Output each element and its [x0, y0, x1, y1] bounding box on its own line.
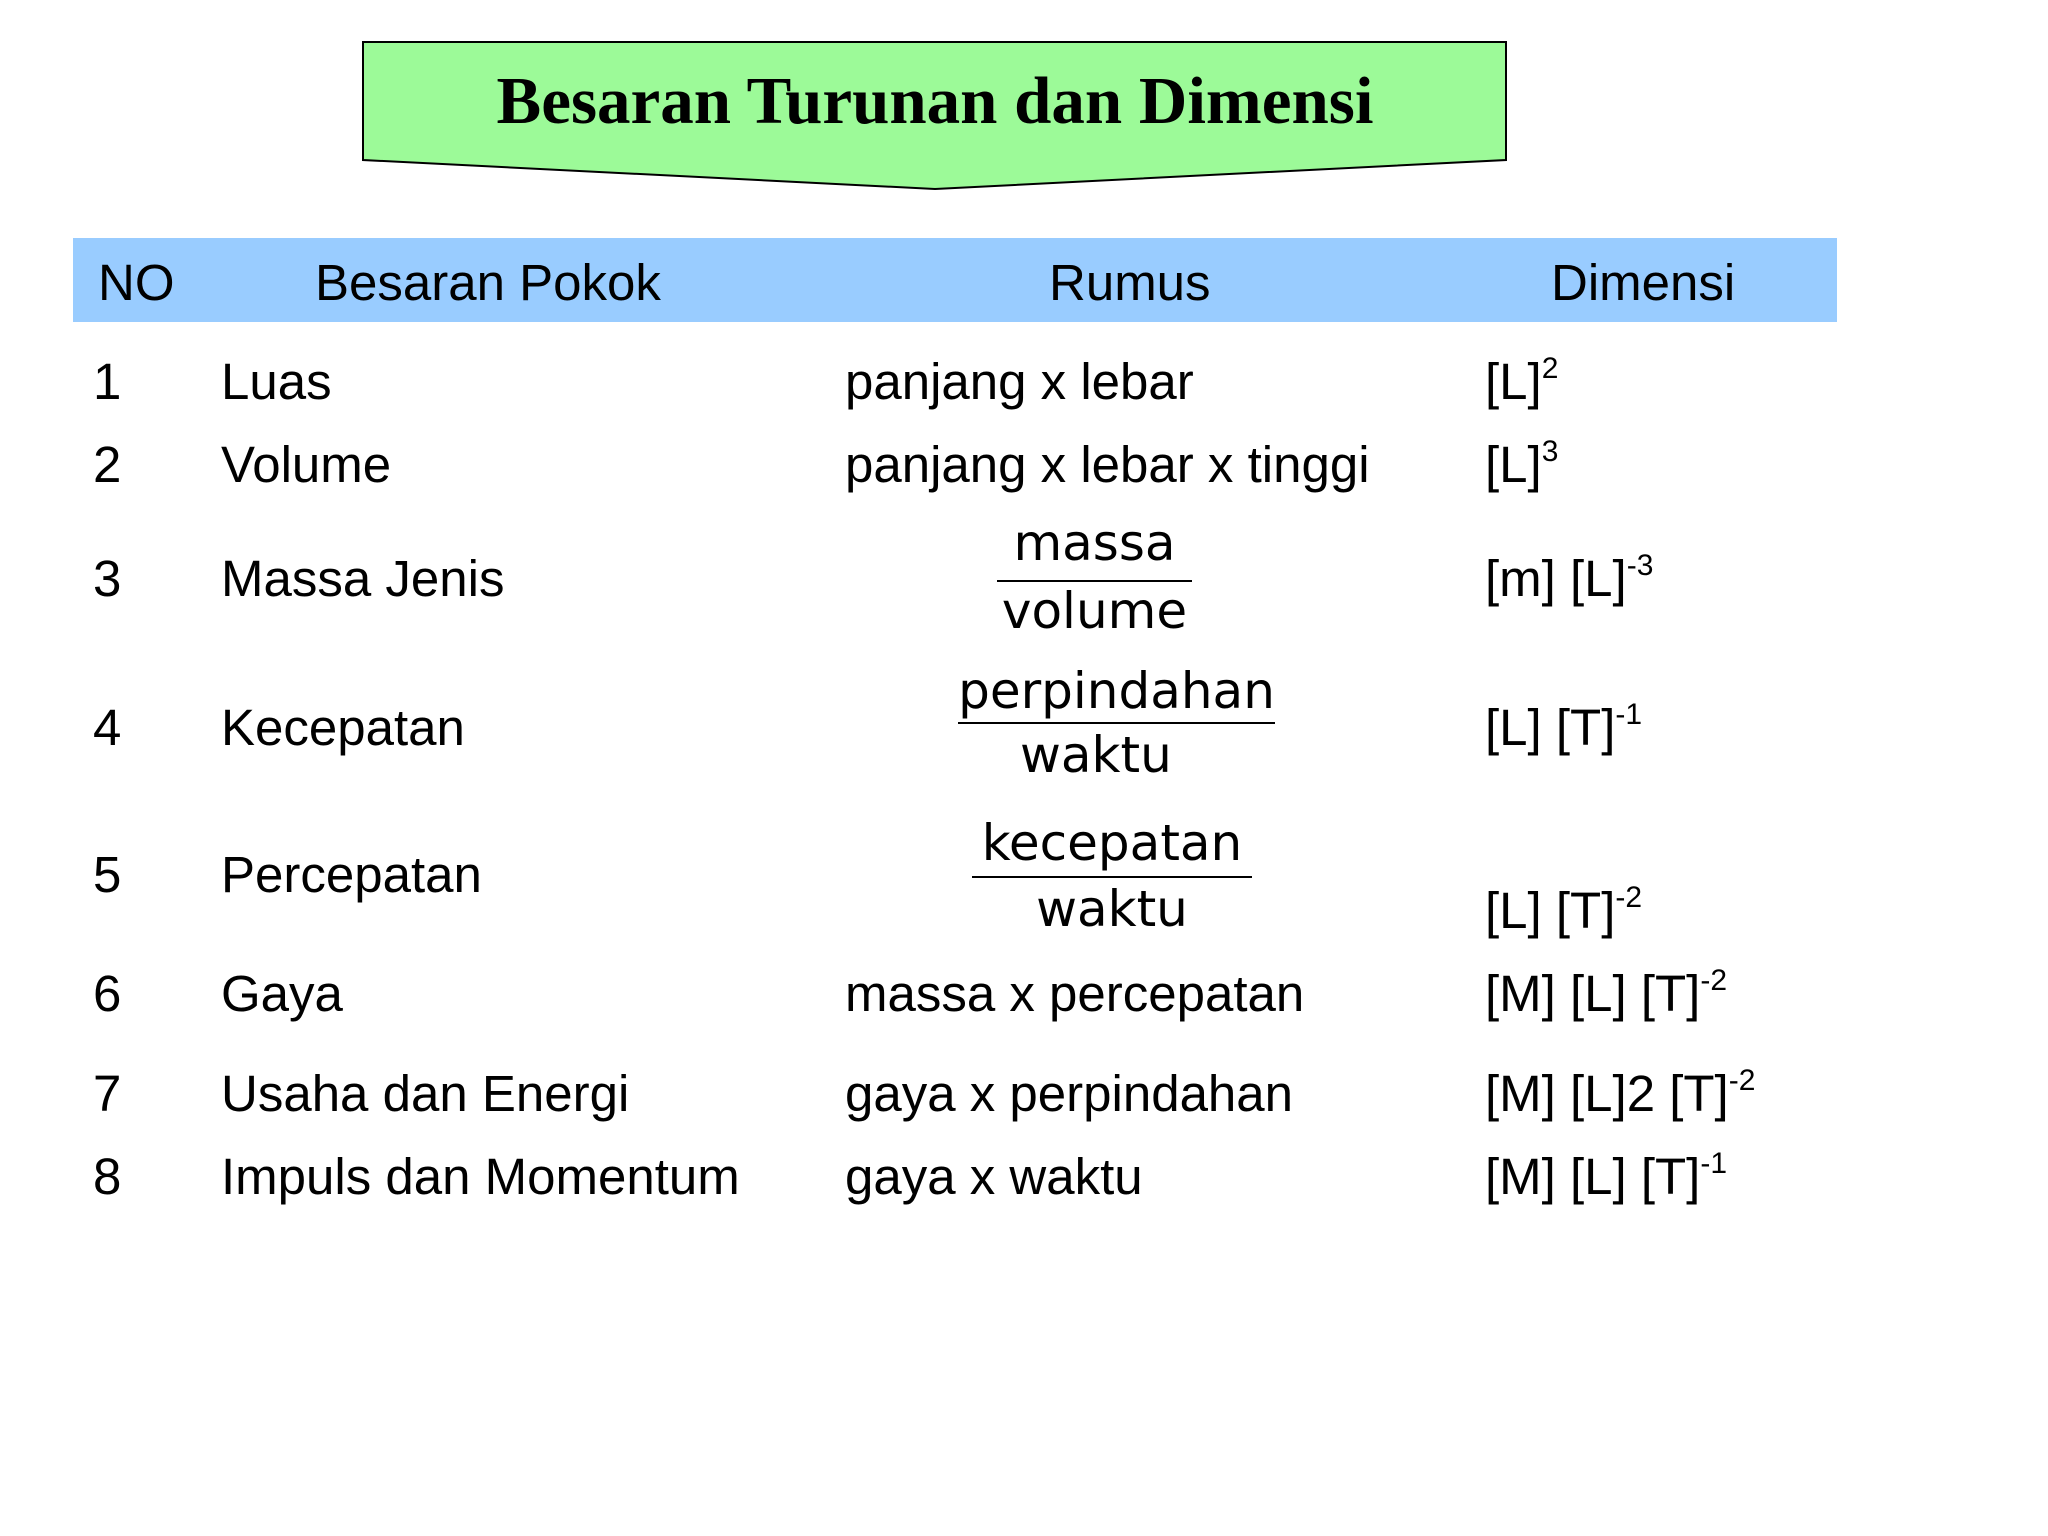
header-rumus: Rumus [1049, 254, 1211, 311]
page-title: Besaran Turunan dan Dimensi [496, 64, 1374, 138]
fraction-bar [972, 876, 1252, 878]
row-rumus: gaya x perpindahan [845, 1065, 1294, 1122]
row-besaran: Usaha dan Energi [221, 1065, 630, 1122]
header-besaran-pokok: Besaran Pokok [315, 254, 661, 311]
fraction-bar [958, 722, 1275, 724]
row-dimensi: [L] $[T]^{-1}$ [1485, 698, 1643, 756]
header-no: NO [98, 254, 175, 311]
fraction-denominator: waktu [1020, 726, 1172, 784]
row-rumus: panjang x lebar [845, 353, 1194, 410]
fraction-numerator: kecepatan [981, 814, 1243, 872]
fraction-numerator: perpindahan [958, 662, 1275, 720]
row-rumus: gaya x waktu [845, 1148, 1143, 1205]
table-header [73, 238, 1837, 322]
row-no: 7 [93, 1065, 122, 1122]
row-besaran: Luas [221, 353, 332, 410]
row-dimensi: [M] [L]2 $[T]^{-2}$ [1485, 1064, 1756, 1122]
row-besaran: Volume [221, 436, 392, 493]
row-no: 4 [93, 699, 122, 756]
row-rumus-fraction [972, 814, 1252, 938]
row-besaran: Impuls dan Momentum [221, 1148, 740, 1205]
header-dimensi: Dimensi [1551, 254, 1736, 311]
row-no: 1 [93, 353, 122, 410]
fraction-numerator: massa [1013, 514, 1176, 572]
row-dimensi: $[L]^2$ [1485, 352, 1559, 410]
row-rumus: massa x percepatan [845, 965, 1305, 1022]
row-no: 6 [93, 965, 122, 1022]
row-dimensi: [m] $[L]^{-3}$ [1485, 549, 1654, 607]
fraction-denominator: waktu [1036, 880, 1188, 938]
fraction-denominator: volume [1001, 582, 1188, 640]
row-dimensi: $[L]^3$ [1485, 435, 1559, 493]
row-rumus: panjang x lebar x tinggi [845, 436, 1370, 493]
row-no: 5 [93, 846, 122, 903]
row-besaran: Gaya [221, 965, 343, 1022]
title-banner [362, 40, 1508, 192]
row-rumus-fraction [958, 662, 1275, 786]
row-dimensi: [M] [L] $[T]^{-2}$ [1485, 964, 1728, 1022]
row-no: 8 [93, 1148, 122, 1205]
row-besaran: Percepatan [221, 846, 482, 903]
row-rumus-fraction [997, 514, 1192, 640]
row-no: 2 [93, 436, 122, 493]
row-no: 3 [93, 550, 122, 607]
row-besaran: Massa Jenis [221, 550, 505, 607]
row-dimensi: [L] $[T]^{-2}$ [1485, 881, 1643, 939]
row-dimensi: [M] [L] $[T]^{-1}$ [1485, 1147, 1728, 1205]
row-besaran: Kecepatan [221, 699, 465, 756]
